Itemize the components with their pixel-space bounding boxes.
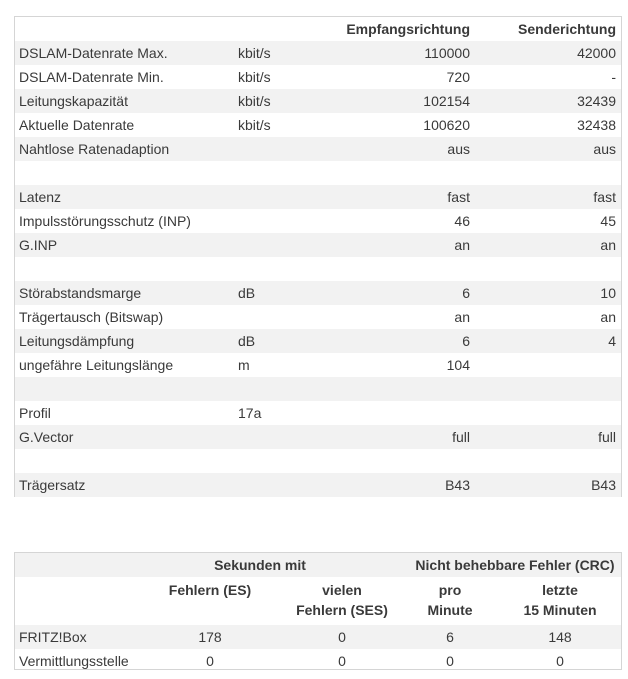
row-label: Leitungskapazität [19, 93, 128, 109]
row-upstream: B43 [591, 477, 616, 493]
row-upstream: 32439 [577, 93, 616, 109]
col-ses-line1: vielen [322, 582, 362, 598]
group-crc-header: Nicht behebbare Fehler (CRC) [415, 557, 615, 573]
row-downstream: 6 [462, 333, 470, 349]
table-row [15, 305, 621, 329]
row-upstream: 45 [600, 213, 616, 229]
error-stats-table [14, 552, 622, 670]
error-table-group-header [15, 553, 621, 577]
col-pro-header [410, 580, 490, 620]
table-row [15, 113, 621, 137]
row-label: FRITZ!Box [19, 629, 87, 645]
row-unit: kbit/s [238, 45, 271, 61]
table-row [15, 377, 621, 401]
table-row [15, 209, 621, 233]
row-label: ungefähre Leitungslänge [19, 357, 174, 373]
row-upstream: - [611, 69, 616, 85]
row-downstream: 46 [454, 213, 470, 229]
table-row [15, 353, 621, 377]
col-15min-line1: letzte [542, 582, 578, 598]
row-downstream: B43 [445, 477, 470, 493]
row-downstream: aus [447, 141, 470, 157]
row-downstream: 100620 [423, 117, 470, 133]
col-pro-line1: pro [438, 582, 462, 598]
table-row [15, 65, 621, 89]
row-unit: dB [238, 333, 256, 349]
row-label: Profil [19, 405, 51, 421]
row-upstream: 42000 [577, 45, 616, 61]
row-label: Störabstandsmarge [19, 285, 142, 301]
col-15min-header [505, 580, 615, 620]
cell-es: 178 [198, 629, 222, 645]
row-label: Trägertausch (Bitswap) [19, 309, 164, 325]
row-downstream: fast [447, 189, 470, 205]
row-label: Nahtlose Ratenadaption [19, 141, 170, 157]
error-table-column-header [15, 577, 621, 625]
row-unit: kbit/s [238, 93, 271, 109]
table-row [15, 329, 621, 353]
table-row [15, 89, 621, 113]
row-downstream: an [454, 237, 470, 253]
row-upstream: fast [593, 189, 616, 205]
cell-last15: 148 [548, 629, 572, 645]
row-downstream: 6 [462, 285, 470, 301]
table-row [15, 137, 621, 161]
col-pro-line2: Minute [427, 602, 473, 618]
header-downstream: Empfangsrichtung [346, 21, 470, 37]
table-row [15, 41, 621, 65]
col-ses-line2: Fehlern (SES) [296, 602, 388, 618]
cell-ses: 0 [338, 653, 346, 669]
cell-pro: 6 [446, 629, 454, 645]
table-row [15, 625, 621, 649]
row-unit: kbit/s [238, 117, 271, 133]
row-label: Vermittlungsstelle [19, 653, 129, 669]
row-upstream: aus [593, 141, 616, 157]
row-label: G.Vector [19, 429, 74, 445]
row-label: Aktuelle Datenrate [19, 117, 135, 133]
cell-last15: 0 [556, 653, 564, 669]
row-downstream: 720 [446, 69, 470, 85]
group-seconds-header: Sekunden mit [214, 557, 306, 573]
table-row [15, 257, 621, 281]
table-row [15, 449, 621, 473]
table-row [15, 281, 621, 305]
col-es-header: Fehlern (ES) [168, 582, 252, 598]
row-unit: dB [238, 285, 256, 301]
row-label: DSLAM-Datenrate Max. [19, 45, 168, 61]
row-downstream: 110000 [424, 45, 470, 61]
row-label: Leitungsdämpfung [19, 333, 135, 349]
col-ses-header [287, 580, 397, 620]
row-downstream: an [454, 309, 470, 325]
table-row [15, 233, 621, 257]
cell-es: 0 [206, 653, 214, 669]
col-15min-line2: 15 Minuten [523, 602, 597, 618]
dsl-table-header [15, 17, 621, 41]
dsl-info-table [14, 16, 622, 497]
row-downstream: 104 [446, 357, 470, 373]
cell-pro: 0 [446, 653, 454, 669]
row-label: Trägersatz [19, 477, 86, 493]
table-row [15, 649, 621, 673]
table-row [15, 473, 621, 497]
table-row [15, 425, 621, 449]
row-label: Latenz [19, 189, 62, 205]
row-label: G.INP [19, 237, 58, 253]
row-unit: m [238, 357, 250, 373]
row-label: Impulsstörungsschutz (INP) [19, 213, 191, 229]
row-unit: 17a [238, 405, 262, 421]
row-upstream: full [598, 429, 616, 445]
row-upstream: 4 [608, 333, 616, 349]
row-label: DSLAM-Datenrate Min. [19, 69, 164, 85]
row-downstream: 102154 [423, 93, 470, 109]
table-row [15, 185, 621, 209]
header-upstream: Senderichtung [517, 21, 616, 37]
cell-ses: 0 [338, 629, 346, 645]
row-upstream: an [600, 237, 616, 253]
table-row [15, 161, 621, 185]
row-upstream: 10 [600, 285, 616, 301]
row-unit: kbit/s [238, 69, 271, 85]
table-row [15, 401, 621, 425]
row-upstream: an [600, 309, 616, 325]
row-downstream: full [452, 429, 470, 445]
row-upstream: 32438 [577, 117, 616, 133]
